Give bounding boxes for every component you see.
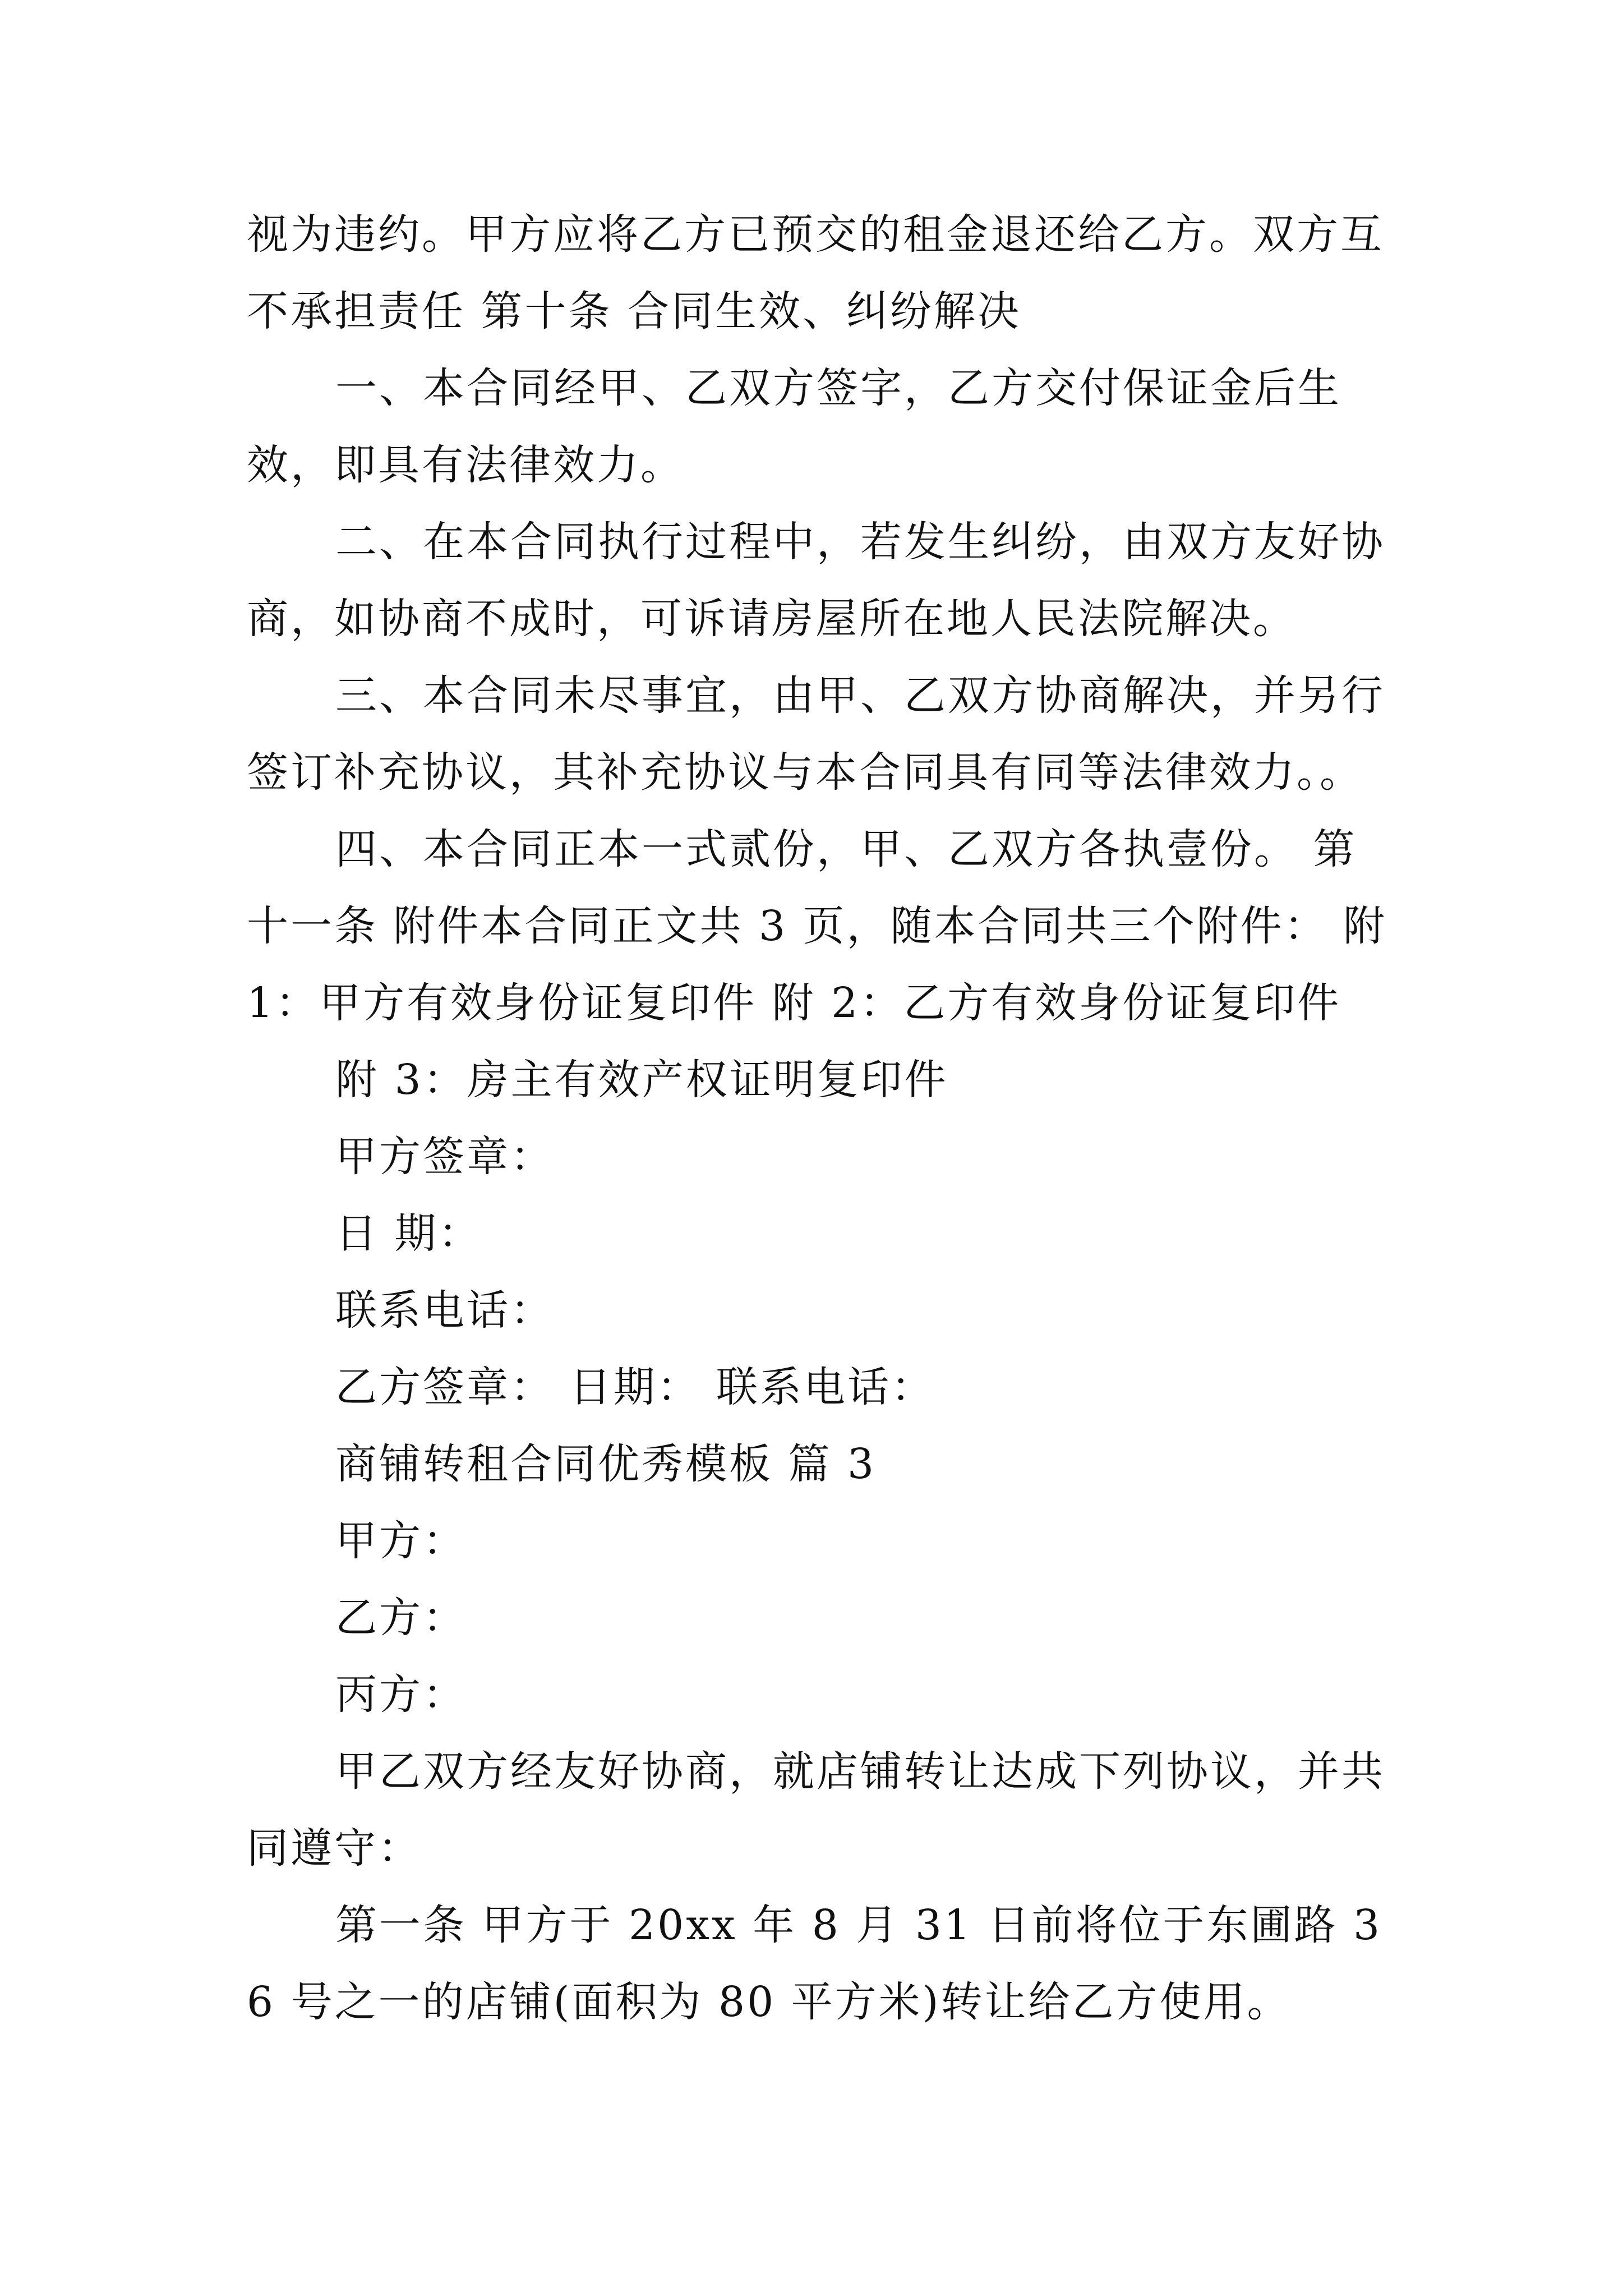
date-label: 日 期： bbox=[335, 1209, 482, 1258]
signature-label-party-a: 甲方签章： bbox=[335, 1133, 554, 1181]
section-heading: 商铺转租合同优秀模板 篇 3 bbox=[335, 1440, 877, 1488]
paragraph: 甲乙双方经友好协商，就店铺转让达成下列协议，并共同遵守： bbox=[247, 1747, 1385, 1872]
party-c-label: 丙方： bbox=[335, 1671, 467, 1719]
paragraph: 视为违约。甲方应将乙方已预交的租金退还给乙方。双方互不承担责任 第十条 合同生效、纠纷解决 bbox=[247, 210, 1384, 335]
paragraph: 四、本合同正本一式贰份，甲、乙双方各执壹份。 第十一条 附件本合同正文共 3 页，随本合同共三个附件： 附 1：甲方有效身份证复印件 附 2：乙方有效身份证复印件 bbox=[247, 825, 1387, 1027]
paragraph: 第一条 甲方于 20xx 年 8 月 31 日前将位于东圃路 36 号之一的店铺(面积为 80 平方米)转让给乙方使用。 bbox=[247, 1901, 1382, 2026]
paragraph: 三、本合同未尽事宜，由甲、乙双方协商解决，并另行签订补充协议，其补充协议与本合同具有同等法律效力。。 bbox=[247, 671, 1385, 797]
paragraph: 二、在本合同执行过程中，若发生纠纷，由双方友好协商，如协商不成时，可诉请房屋所在地人民法院解决。 bbox=[247, 518, 1385, 643]
signature-line-party-b: 乙方签章： 日期： 联系电话： bbox=[335, 1363, 935, 1411]
paragraph: 一、本合同经甲、乙双方签字，乙方交付保证金后生效，即具有法律效力。 bbox=[247, 364, 1341, 489]
party-b-label: 乙方： bbox=[335, 1594, 467, 1642]
document-body bbox=[247, 196, 1391, 2041]
phone-label: 联系电话： bbox=[335, 1286, 554, 1335]
party-a-label: 甲方： bbox=[335, 1517, 467, 1565]
paragraph: 附 3：房主有效产权证明复印件 bbox=[335, 1056, 948, 1104]
